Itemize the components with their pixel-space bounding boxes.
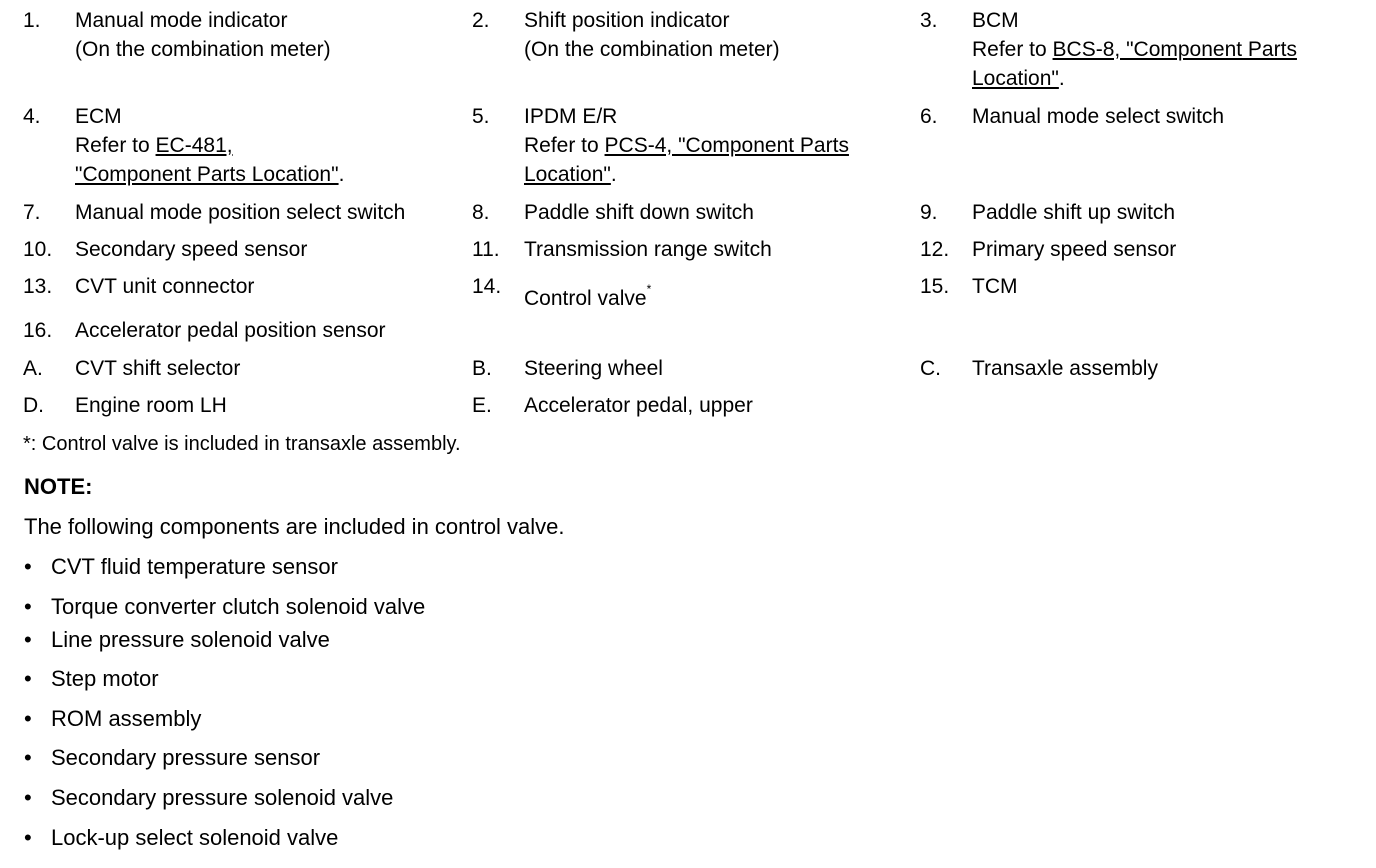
- legend-label: Shift position indicator: [524, 9, 730, 32]
- bullet-text: ROM assembly: [51, 706, 202, 731]
- legend-label: Steering wheel: [524, 357, 663, 380]
- bullet-text: Line pressure solenoid valve: [51, 627, 330, 652]
- legend-letter: A.: [23, 357, 43, 380]
- legend-label: Paddle shift down switch: [524, 201, 754, 224]
- legend-label: CVT shift selector: [75, 357, 241, 380]
- legend-number: 1.: [23, 9, 41, 32]
- legend-label: BCM: [972, 9, 1019, 32]
- legend-label: Accelerator pedal position sensor: [75, 319, 386, 342]
- legend-number: 4.: [23, 105, 41, 128]
- bcs-8-reference-link-cont[interactable]: Location": [972, 67, 1059, 90]
- bullet-icon: •: [24, 554, 32, 579]
- period: .: [1058, 67, 1065, 90]
- legend-label: CVT unit connector: [75, 275, 255, 298]
- legend-label: Manual mode position select switch: [75, 201, 406, 224]
- legend-number: 2.: [472, 9, 490, 32]
- legend-number: 10.: [23, 238, 53, 261]
- bullet-text: Torque converter clutch solenoid valve: [51, 594, 426, 619]
- bullet-icon: •: [24, 627, 32, 652]
- legend-letter: E.: [472, 394, 492, 417]
- legend-label: Transaxle assembly: [972, 357, 1158, 380]
- ec-481-reference-link-cont[interactable]: "Component Parts Location": [75, 163, 339, 186]
- bullet-icon: •: [24, 706, 32, 731]
- bullet-icon: •: [24, 666, 32, 691]
- legend-label: Control valve: [524, 287, 647, 310]
- bullet-text: Lock-up select solenoid valve: [51, 825, 339, 850]
- legend-number: 15.: [920, 275, 950, 298]
- legend-number: 16.: [23, 319, 53, 342]
- bullet-text: Secondary pressure solenoid valve: [51, 785, 394, 810]
- legend-number: 5.: [472, 105, 490, 128]
- legend-letter: D.: [23, 394, 44, 417]
- bullet-icon: •: [24, 825, 32, 850]
- legend-label: Manual mode indicator: [75, 9, 288, 32]
- legend-label: Engine room LH: [75, 394, 227, 417]
- period: .: [338, 163, 345, 186]
- legend-label: Paddle shift up switch: [972, 201, 1176, 224]
- legend-number: 7.: [23, 201, 41, 224]
- legend-number: 6.: [920, 105, 938, 128]
- pcs-4-reference-link-cont[interactable]: Location": [524, 163, 611, 186]
- legend-number: 11.: [472, 238, 500, 261]
- legend-letter: C.: [920, 357, 941, 380]
- bullet-icon: •: [24, 785, 32, 810]
- refer-prefix: Refer to: [524, 134, 605, 157]
- legend-label: Secondary speed sensor: [75, 238, 308, 261]
- legend-sublabel: (On the combination meter): [524, 38, 780, 61]
- legend-number: 3.: [920, 9, 938, 32]
- legend-label: IPDM E/R: [524, 105, 618, 128]
- bullet-icon: •: [24, 745, 32, 770]
- legend-label: ECM: [75, 105, 122, 128]
- period: .: [610, 163, 617, 186]
- ec-481-reference-link[interactable]: EC-481,: [155, 134, 233, 157]
- legend-label: Primary speed sensor: [972, 238, 1177, 261]
- note-text: The following components are included in control valve.: [24, 514, 565, 539]
- refer-prefix: Refer to: [75, 134, 156, 157]
- legend-number: 8.: [472, 201, 490, 224]
- legend-number: 13.: [23, 275, 53, 298]
- legend-label: TCM: [972, 275, 1018, 298]
- refer-prefix: Refer to: [972, 38, 1053, 61]
- legend-number: 9.: [920, 201, 938, 224]
- footnote: *: Control valve is included in transaxle assembly.: [23, 433, 461, 455]
- legend-label: Accelerator pedal, upper: [524, 394, 753, 417]
- legend-number: 14.: [472, 275, 502, 298]
- legend-label: Manual mode select switch: [972, 105, 1225, 128]
- legend-letter: B.: [472, 357, 492, 380]
- legend-number: 12.: [920, 238, 950, 261]
- legend-sublabel: (On the combination meter): [75, 38, 331, 61]
- bullet-text: Step motor: [51, 666, 159, 691]
- pcs-4-reference-link[interactable]: PCS-4, "Component Parts: [604, 134, 849, 157]
- bullet-icon: •: [24, 594, 32, 619]
- footnote-marker: *: [646, 282, 652, 296]
- note-heading: NOTE:: [24, 474, 93, 499]
- bullet-text: CVT fluid temperature sensor: [51, 554, 338, 579]
- bullet-text: Secondary pressure sensor: [51, 745, 321, 770]
- legend-label: Transmission range switch: [524, 238, 772, 261]
- bcs-8-reference-link[interactable]: BCS-8, "Component Parts: [1052, 38, 1297, 61]
